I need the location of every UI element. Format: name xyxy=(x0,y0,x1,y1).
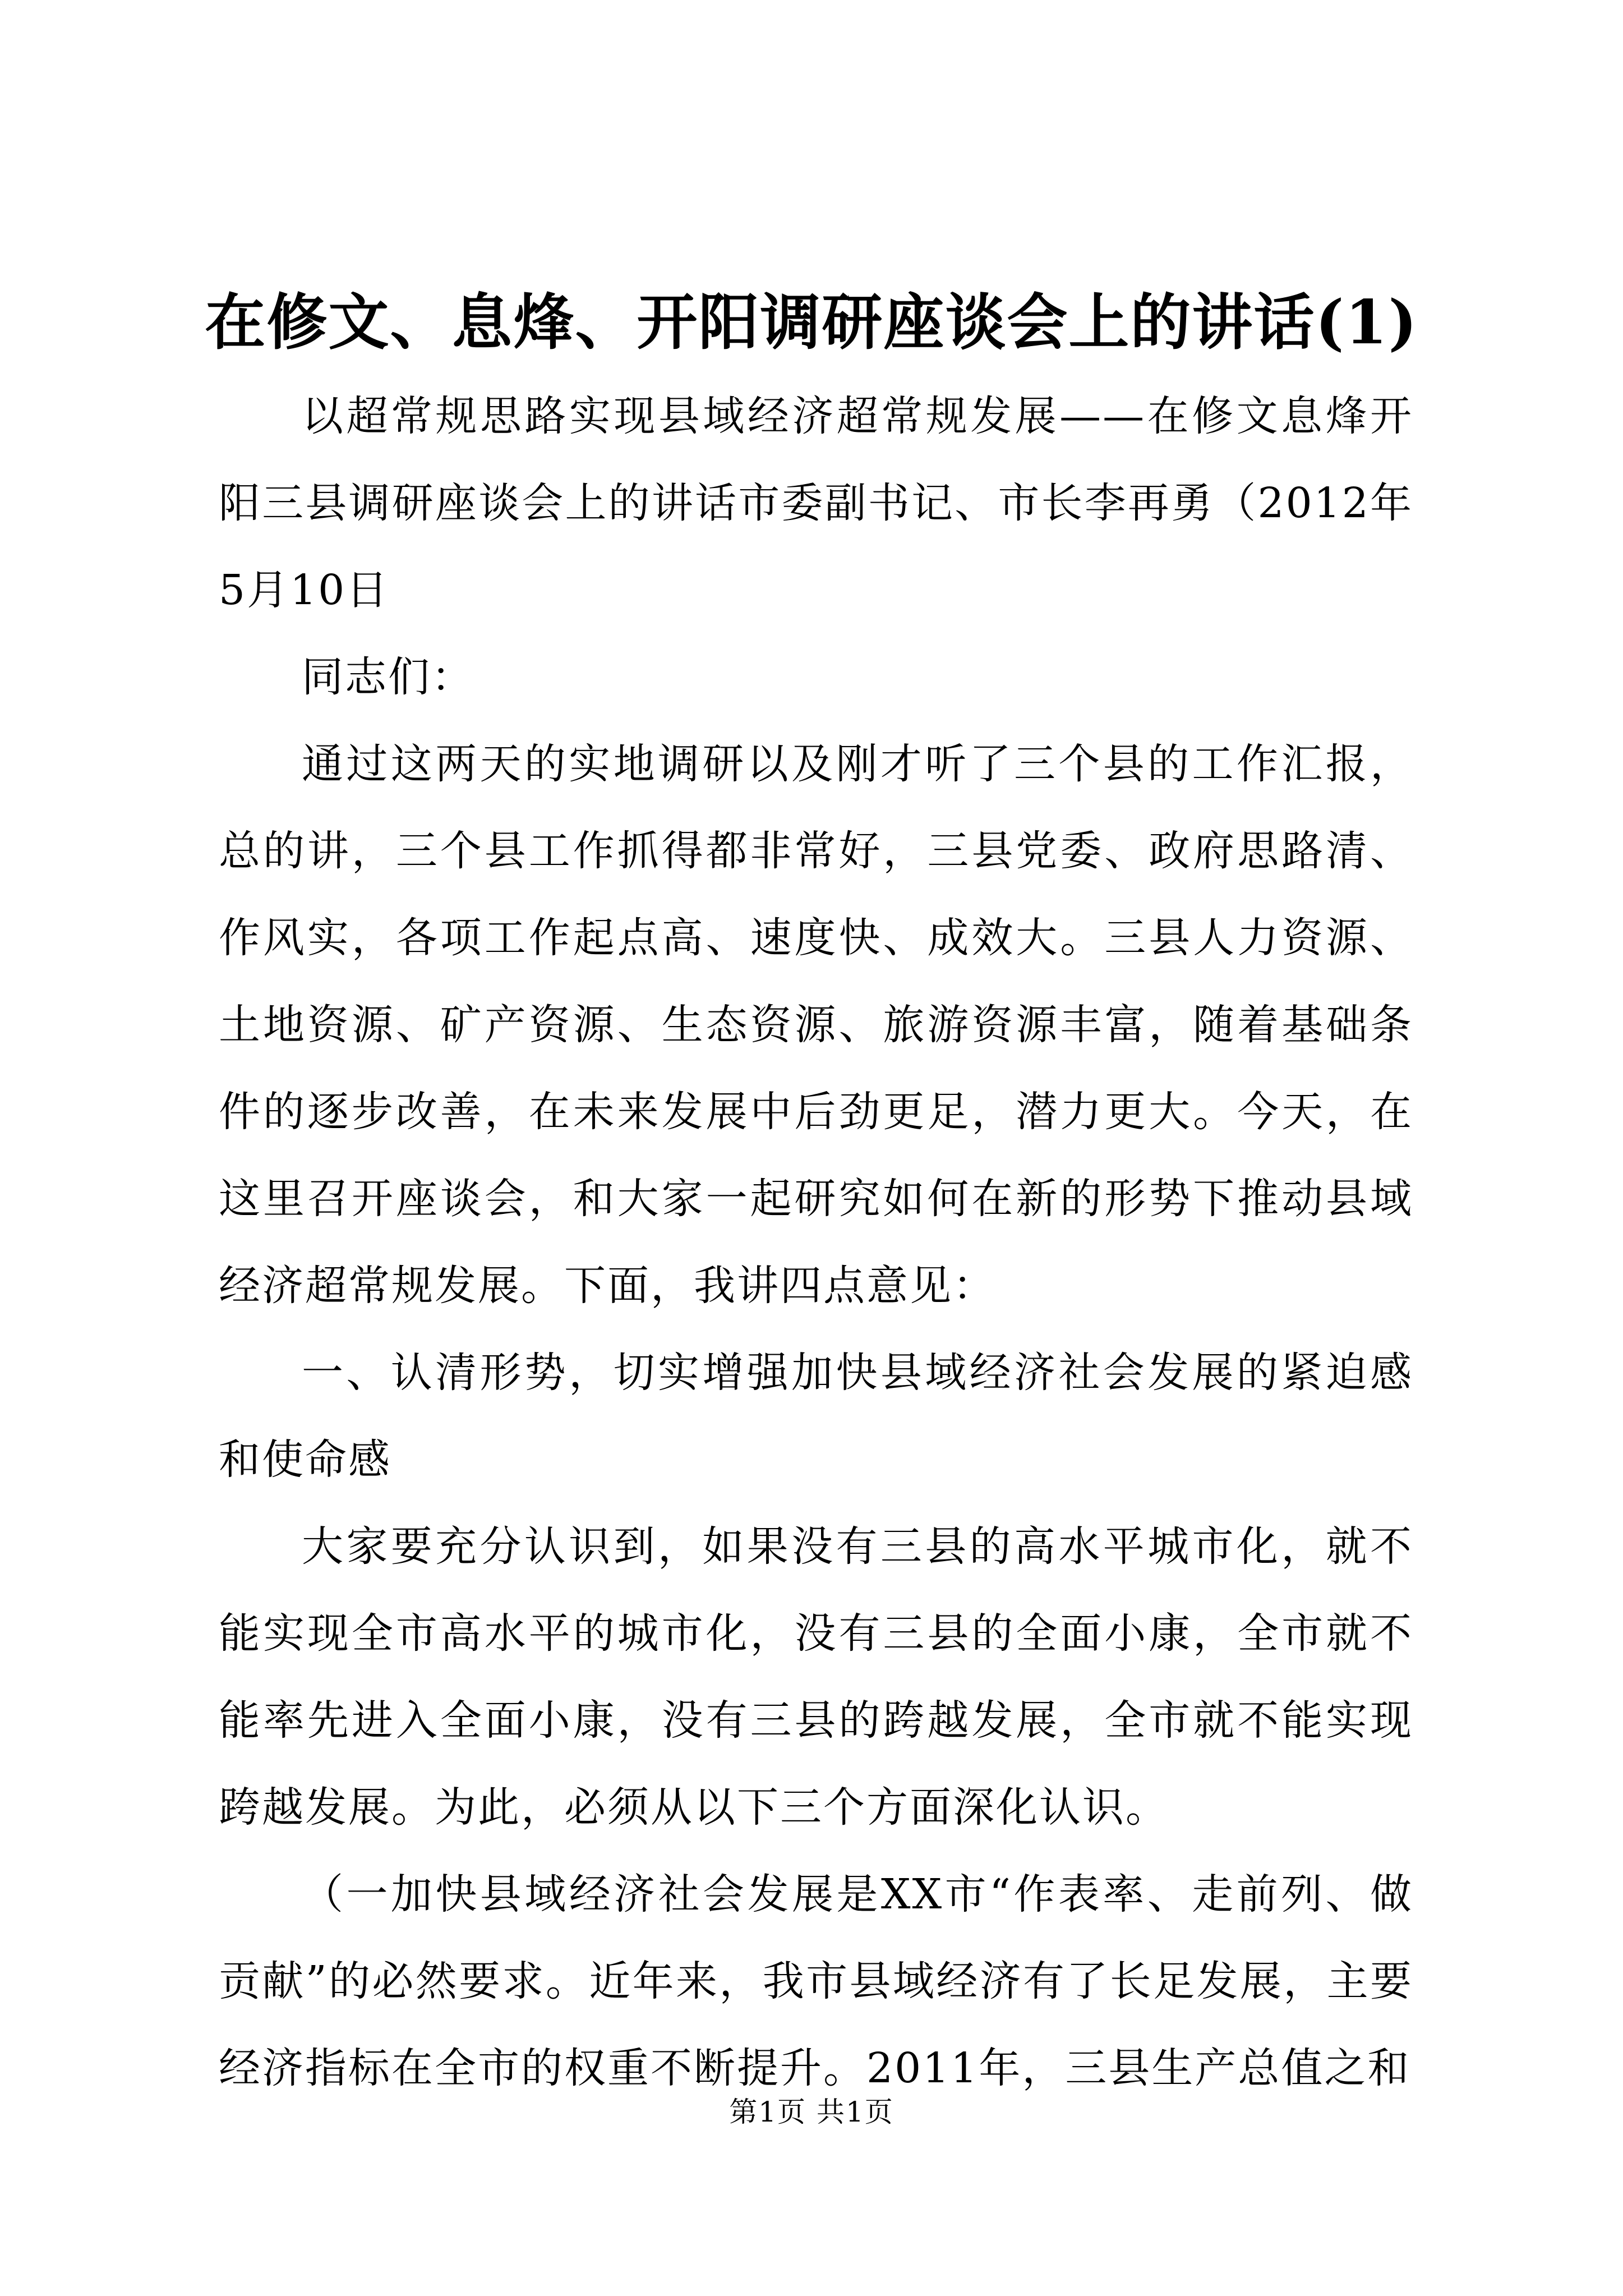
salutation-paragraph: 同志们： xyxy=(302,653,474,701)
body-paragraph: （一加快县域经济社会发展是XX市“作表率、走前列、做贡献”的必然要求。近年来，我市县域经济有了长足发展，主要经济指标在全市的权重不断提升。2011年，三县生产总值之和 xyxy=(219,1870,1413,2092)
page-footer: 第1页 共1页 xyxy=(729,2096,894,2128)
document-title: 在修文、息烽、开阳调研座谈会上的讲话(1) xyxy=(205,287,1418,358)
subtitle-paragraph: 以超常规思路实现县域经济超常规发展——在修文息烽开阳三县调研座谈会上的讲话市委副书记、市长李再勇（2012年5月10日 xyxy=(219,392,1413,614)
document-body xyxy=(219,373,1413,2112)
body-paragraph: 大家要充分认识到，如果没有三县的高水平城市化，就不能实现全市高水平的城市化，没有三县的全面小康，全市就不能率先进入全面小康，没有三县的跨越发展，全市就不能实现跨越发展。为此，必须从以下三个方面深化认识。 xyxy=(219,1522,1413,1832)
section-heading: 一、认清形势，切实增强加快县域经济社会发展的紧迫感和使命感 xyxy=(219,1349,1413,1484)
body-paragraph: 通过这两天的实地调研以及刚才听了三个县的工作汇报，总的讲，三个县工作抓得都非常好，三县党委、政府思路清、作风实，各项工作起点高、速度快、成效大。三县人力资源、土地资源、矿产资源、生态资源、旅游资源丰富，随着基础条件的逐步改善，在未来发展中后劲更足，潜力更大。今天，在这里召开座谈会，和大家一起研究如何在新的形势下推动县域经济超常规发展。下面，我讲四点意见： xyxy=(219,740,1413,1310)
